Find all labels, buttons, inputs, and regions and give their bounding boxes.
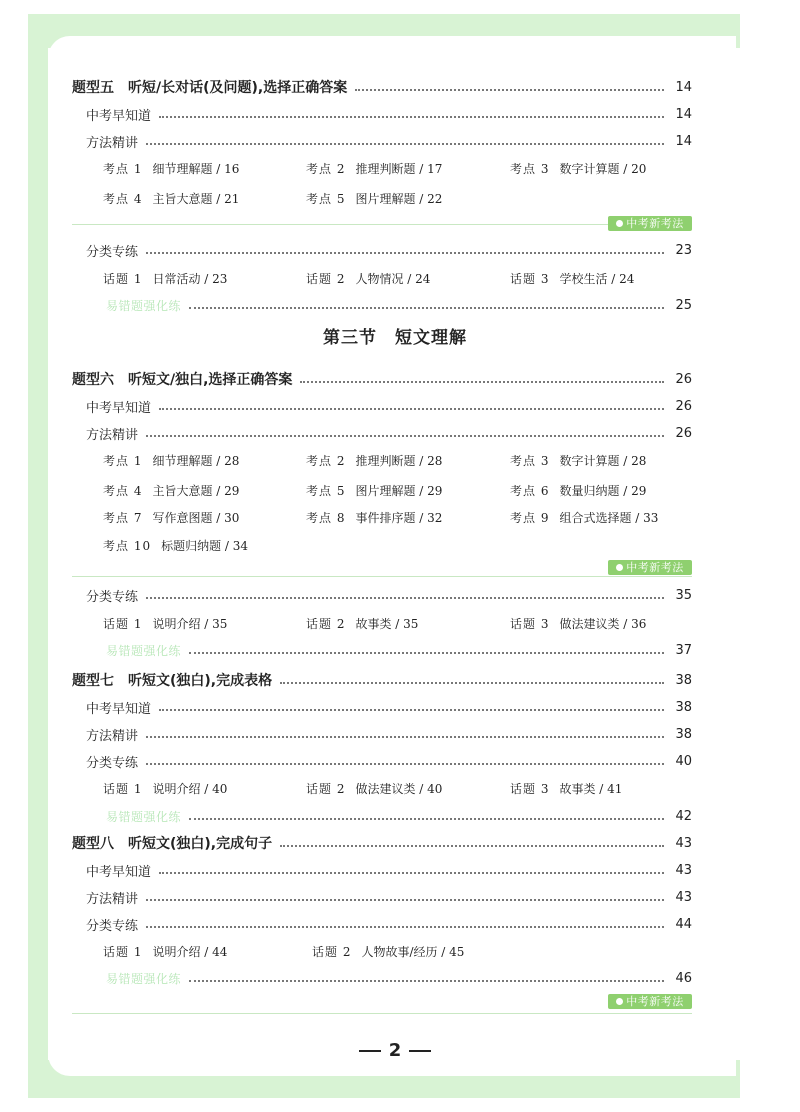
subitem[interactable]: 话题 3 故事类 / 41 [510,782,623,796]
subitem[interactable]: 话题 3 学校生活 / 24 [510,272,635,286]
toc-entry[interactable]: 方法精讲 43 [86,889,692,907]
toc-heading[interactable]: 题型六 听短文/独白,选择正确答案 26 [72,371,692,388]
section-title: 第三节 短文理解 [323,328,467,348]
subitem[interactable]: 考点 10 标题归纳题 / 34 [103,539,249,553]
badge-dot-icon [616,998,623,1005]
subitem[interactable]: 考点 4 主旨大意题 / 29 [103,484,240,498]
toc-entry-error-practice[interactable]: 易错题强化练 25 [106,297,692,313]
subitem[interactable]: 考点 5 图片理解题 / 22 [306,192,443,206]
separator-line [72,576,692,577]
subitem[interactable]: 考点 1 细节理解题 / 28 [103,454,240,468]
subitem[interactable]: 话题 2 人物故事/经历 / 45 [312,945,465,959]
new-exam-badge: 中考新考法 [608,560,692,575]
toc-entry-error-practice[interactable]: 易错题强化练 46 [106,970,692,986]
subitem[interactable]: 考点 7 写作意图题 / 30 [103,511,240,525]
subitem[interactable]: 话题 1 说明介绍 / 40 [103,782,228,796]
toc-entry[interactable]: 分类专练 40 [86,753,692,771]
separator-line [72,224,692,225]
toc-entry[interactable]: 分类专练 44 [86,916,692,934]
toc-entry[interactable]: 中考早知道 38 [86,699,692,717]
subitem[interactable]: 话题 2 人物情况 / 24 [306,272,431,286]
toc-entry[interactable]: 中考早知道 26 [86,398,692,416]
bottom-rule [72,1013,692,1014]
toc-entry[interactable]: 中考早知道 43 [86,862,692,880]
new-exam-badge: 中考新考法 [608,994,692,1009]
subitem[interactable]: 话题 3 做法建议类 / 36 [510,617,647,631]
page-frame-left [28,14,48,1098]
subitem[interactable]: 考点 9 组合式选择题 / 33 [510,511,659,525]
badge-dot-icon [616,220,623,227]
subitem[interactable]: 考点 2 推理判断题 / 17 [306,162,443,176]
page-number: 2 [0,1040,790,1061]
subitem[interactable]: 话题 1 日常活动 / 23 [103,272,228,286]
toc-entry[interactable]: 方法精讲 38 [86,726,692,744]
toc-entry[interactable]: 中考早知道 14 [86,106,692,124]
toc-entry-error-practice[interactable]: 易错题强化练 42 [106,808,692,824]
subitem[interactable]: 考点 1 细节理解题 / 16 [103,162,240,176]
subitem[interactable]: 话题 2 做法建议类 / 40 [306,782,443,796]
subitem[interactable]: 考点 5 图片理解题 / 29 [306,484,443,498]
toc-heading[interactable]: 题型八 听短文(独白),完成句子 43 [72,835,692,852]
toc-entry[interactable]: 分类专练 35 [86,587,692,605]
toc-entry[interactable]: 方法精讲 26 [86,425,692,443]
dash-right [409,1050,431,1052]
toc-heading[interactable]: 题型五 听短/长对话(及问题),选择正确答案 14 [72,79,692,96]
dash-left [359,1050,381,1052]
subitem[interactable]: 考点 8 事件排序题 / 32 [306,511,443,525]
subitem[interactable]: 话题 2 故事类 / 35 [306,617,419,631]
subitem[interactable]: 考点 3 数字计算题 / 20 [510,162,647,176]
badge-dot-icon [616,564,623,571]
toc-heading[interactable]: 题型七 听短文(独白),完成表格 38 [72,672,692,689]
subitem[interactable]: 话题 1 说明介绍 / 35 [103,617,228,631]
toc-entry-error-practice[interactable]: 易错题强化练 37 [106,642,692,658]
subitem[interactable]: 话题 1 说明介绍 / 44 [103,945,228,959]
toc-entry[interactable]: 分类专练 23 [86,242,692,260]
subitem[interactable]: 考点 6 数量归纳题 / 29 [510,484,647,498]
subitem[interactable]: 考点 3 数字计算题 / 28 [510,454,647,468]
new-exam-badge: 中考新考法 [608,216,692,231]
toc-entry[interactable]: 方法精讲 14 [86,133,692,151]
subitem[interactable]: 考点 2 推理判断题 / 28 [306,454,443,468]
subitem[interactable]: 考点 4 主旨大意题 / 21 [103,192,240,206]
